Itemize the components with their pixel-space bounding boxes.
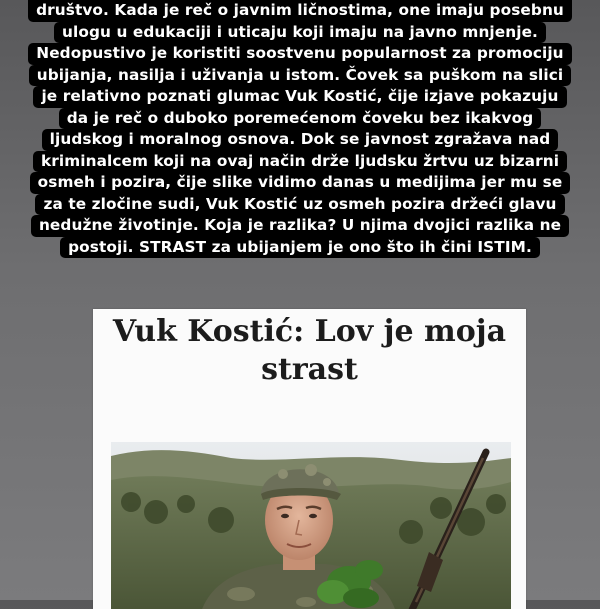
story-text-line: je relativno poznati glumac Vuk Kostić, čije izjave pokazuju <box>33 86 566 108</box>
article-photo <box>111 442 511 609</box>
story-text-line: Nedopustivo je koristiti soostvenu popularnost za promociju <box>28 43 571 65</box>
story-text-line: ljudskog i moralnog osnova. Dok se javnost zgražava nad <box>42 129 559 151</box>
article-headline-line: strast <box>261 352 358 387</box>
article-headline <box>93 313 526 389</box>
story-text-line: da je reč o duboko poremećenom čoveku bez ikakvog <box>59 108 542 130</box>
article-headline-line: Vuk Kostić: Lov je moja <box>112 314 507 349</box>
story-text-line: osmeh i pozira, čije slike vidimo danas u medijima jer mu se <box>30 172 571 194</box>
story-text-line: kriminalcem koji na ovaj način drže ljudsku žrtvu uz bizarni <box>33 151 567 173</box>
story-text-line: postoji. STRAST za ubijanjem je ono što ih čini ISTIM. <box>60 237 540 259</box>
story-text-line: ubijanja, nasilja i uživanja u istom. Čovek sa puškom na slici <box>29 65 572 87</box>
story-text-line: nedužne životinje. Koja je razlika? U njima dvojici razlika ne <box>31 215 569 237</box>
story-text-line: društvo. Kada je reč o javnim ličnostima, one imaju posebnu <box>28 0 572 22</box>
article-screenshot <box>93 309 526 609</box>
story-text-overlay <box>0 0 600 258</box>
story-text-line: za te zločine sudi, Vuk Kostić uz osmeh pozira držeći glavu <box>35 194 564 216</box>
story-text-line: ulogu u edukaciji i uticaju koji imaju na javno mnjenje. <box>54 22 546 44</box>
